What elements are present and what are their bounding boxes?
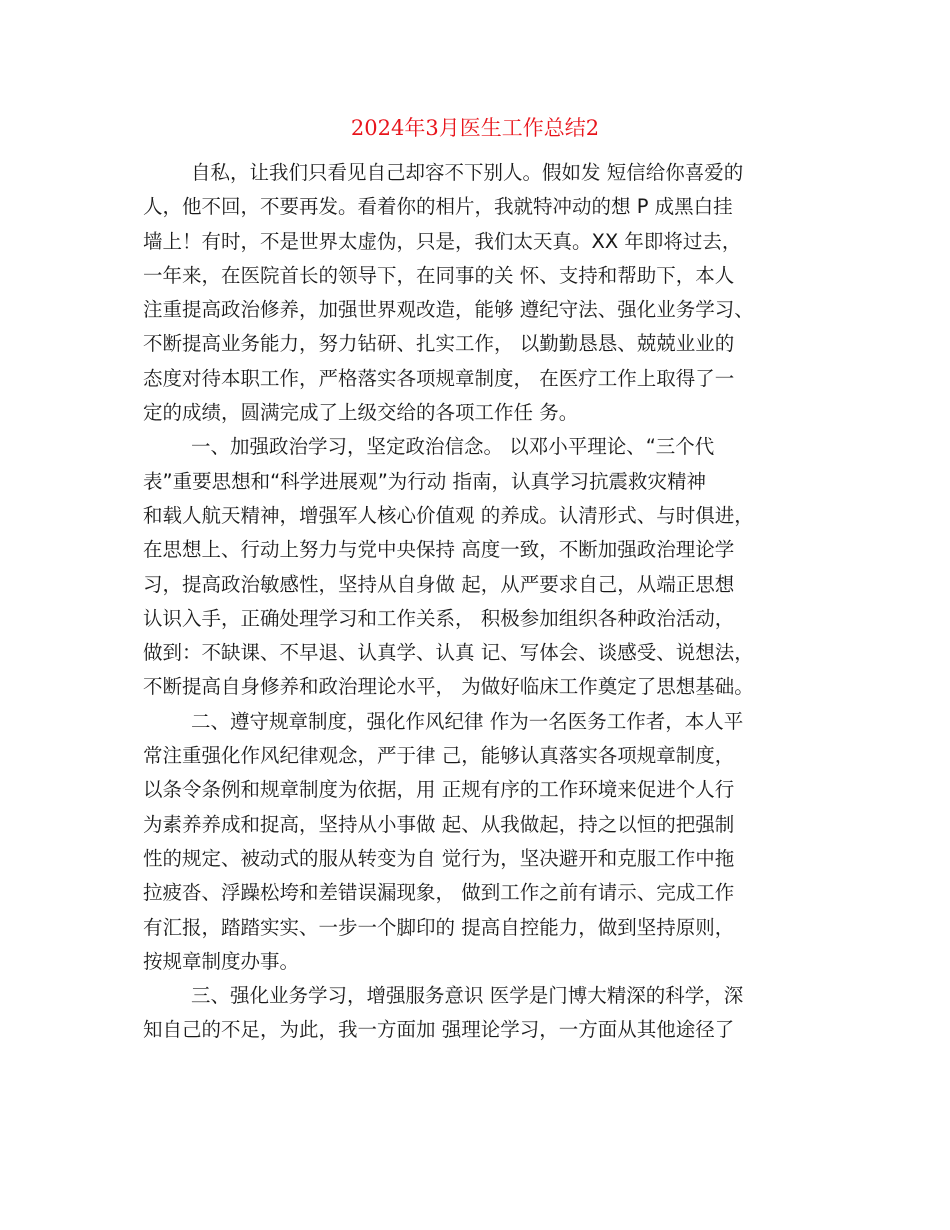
text-line: 性的规定、被动式的服从转变为自 觉行为，坚决避开和克服工作中拖 <box>143 846 735 870</box>
text-line: 认识入手，正确处理学习和工作关系， 积极参加组织各种政治活动， <box>143 606 735 630</box>
text-line: 以条令条例和规章制度为依据，用 正规有序的工作环境来促进个人行 <box>143 778 735 802</box>
text-line: 有汇报，踏踏实实、一步一个脚印的 提高自控能力，做到坚持原则， <box>143 915 735 939</box>
text-line: 常注重强化作风纪律观念，严于律 己，能够认真落实各项规章制度， <box>143 744 735 768</box>
text-line: 墙上！有时，不是世界太虚伪，只是，我们太天真。XX 年即将过去， <box>143 229 742 253</box>
text-line: 人，他不回，不要再发。看着你的相片，我就特冲动的想 P 成黑白挂 <box>143 195 733 219</box>
text-line: 二、遵守规章制度，强化作风纪律 作为一名医务工作者，本人平 <box>191 709 744 733</box>
text-line: 三、强化业务学习，增强服务意识 医学是门博大精深的科学，深 <box>191 984 744 1008</box>
text-line: 一年来，在医院首长的领导下，在同事的关 怀、支持和帮助下，本人 <box>143 263 735 287</box>
text-line: 不断提高自身修养和政治理论水平， 为做好临床工作奠定了思想基础。 <box>143 675 754 699</box>
document-body <box>143 156 813 1048</box>
text-line: 按规章制度办事。 <box>143 949 300 973</box>
text-line: 拉疲沓、浮躁松垮和差错误漏现象， 做到工作之前有请示、完成工作 <box>143 881 735 905</box>
text-line: 自私，让我们只看见自己却容不下别人。假如发 短信给你喜爱的 <box>191 161 744 184</box>
document-title: 2024年3月医生工作总结2 <box>350 116 600 140</box>
text-line: 一、加强政治学习，坚定政治信念。 以邓小平理论、“三个代 <box>191 435 715 459</box>
text-line: 和载人航天精神，增强军人核心价值观 的养成。认清形式、与时俱进， <box>143 503 754 527</box>
text-line: 态度对待本职工作，严格落实各项规章制度， 在医疗工作上取得了一 <box>143 366 735 390</box>
text-line: 习，提高政治敏感性，坚持从自身做 起，从严要求自己，从端正思想 <box>143 572 735 596</box>
text-line: 不断提高业务能力，努力钻研、扎实工作， 以勤勤恳恳、兢兢业业的 <box>143 332 735 356</box>
text-line: 定的成绩，圆满完成了上级交给的各项工作任 务。 <box>143 401 579 425</box>
text-line: 表”重要思想和“科学进展观”为行动 指南，认真学习抗震救灾精神 <box>143 469 707 493</box>
text-line: 注重提高政治修养，加强世界观改造，能够 遵纪守法、强化业务学习、 <box>143 298 754 322</box>
text-line: 在思想上、行动上努力与党中央保持 高度一致，不断加强政治理论学 <box>143 538 735 562</box>
text-line: 为素养养成和捉高，坚持从小事做 起、从我做起，持之以恒的把强制 <box>143 812 735 836</box>
text-line: 做到：不缺课、不早退、认真学、认真 记、写体会、谈感受、说想法， <box>143 641 754 665</box>
text-line: 知自己的不足，为此，我一方面加 强理论学习，一方面从其他途径了 <box>143 1018 735 1042</box>
